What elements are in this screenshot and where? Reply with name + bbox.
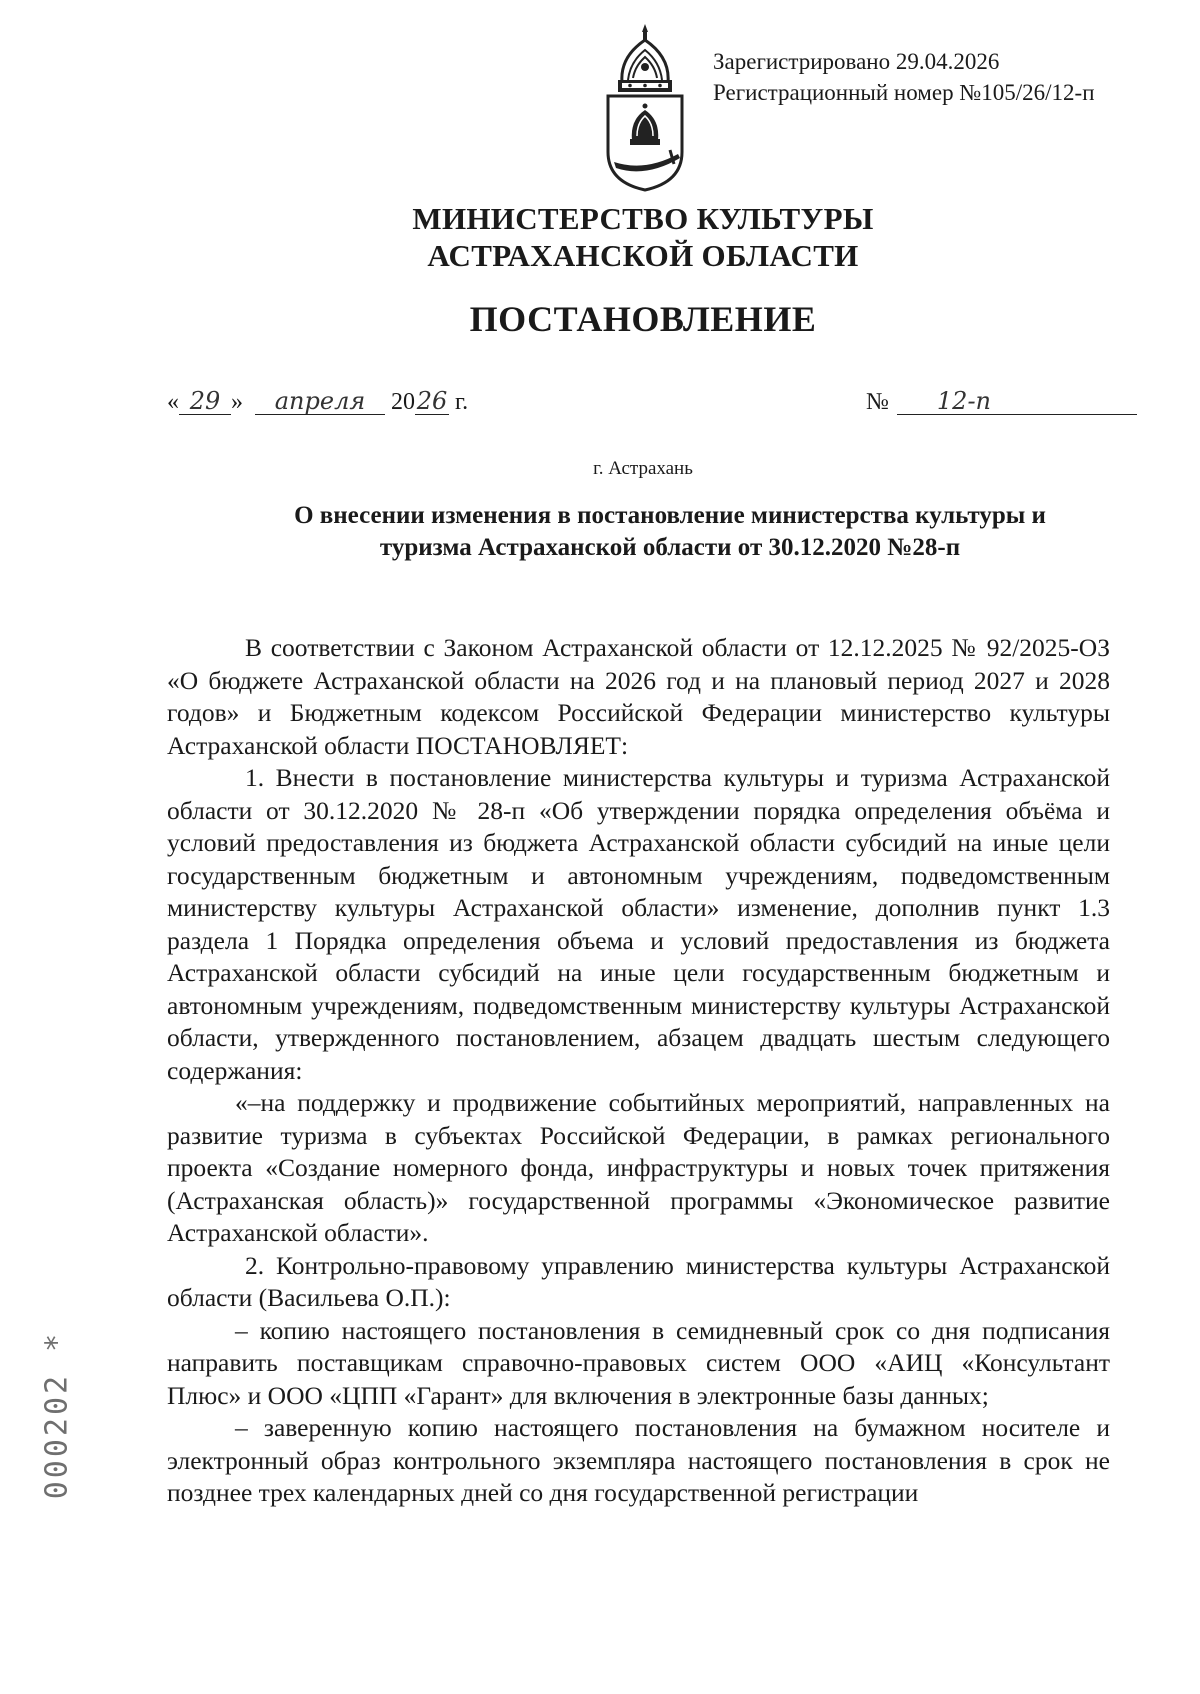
margin-serial-stamp (40, 1330, 74, 1500)
registration-date: Зарегистрировано 29.04.2026 (713, 49, 1000, 74)
handwritten-document-number: 12-п (897, 388, 1137, 415)
registration-info (713, 46, 1095, 108)
date-line (167, 388, 468, 416)
clause-2-item-1: – копию настоящего постановления в семидневный срок со дня подписания направить поставщикам справочно-правовых систем ООО «АИЦ «Консультант Плюс» и ООО «ЦПП «Гарант» для включения в электронные базы данных; (167, 1315, 1110, 1410)
coat-of-arms-icon (600, 22, 690, 192)
subject-line2: туризма Астраханской области от 30.12.2020 №28-п (379, 534, 961, 561)
document-subject (210, 500, 1130, 564)
document-number-line (866, 388, 1137, 416)
document-body (167, 632, 1110, 1510)
clause-1-paragraph: 1. Внести в постановление министерства культуры и туризма Астраханской области от 30.12.2020 № 28-п «Об утверждении порядка определения объёма и условий предоставления из бюджета Астраханской области субсидий на иные цели государственным бюджетным и автономным учреждениям, подведомственным министерству культуры Астраханской области» изменение, дополнив пункт 1.3 раздела 1 Порядка определения объема и условий предоставления из бюджета Астраханской области субсидий на иные цели государственным бюджетным и автономным учреждениям, подведомственным министерству культуры Астраханской области, утвержденного постановлением, абзацем двадцать шестым следующего содержания: (167, 763, 1110, 1085)
year-unit: г. (455, 389, 469, 415)
clause-2-paragraph: 2. Контрольно-правовому управлению министерства культуры Астраханской области (Васильева О.П.): (167, 1250, 1110, 1312)
preamble-paragraph: В соответствии с Законом Астраханской области от 12.12.2025 № 92/2025-ОЗ «О бюджете Астраханской области на 2026 год и на плановый период 2027 и 2028 годов» и Бюджетным кодексом Российской Федерации министерство культуры Астраханской области ПОСТАНОВЛЯЕТ: (167, 633, 1110, 760)
ministry-name-line2: АСТРАХАНСКОЙ ОБЛАСТИ (427, 238, 859, 273)
registration-number: Регистрационный номер №105/26/12-п (713, 80, 1095, 105)
handwritten-year: 26 (416, 387, 448, 415)
handwritten-day: 29 (179, 388, 231, 415)
handwritten-month: апреля (255, 388, 385, 415)
subject-line1: О внесении изменения в постановление министерства культуры и (294, 502, 1046, 529)
ministry-name-line1: МИНИСТЕРСТВО КУЛЬТУРЫ (412, 201, 874, 236)
number-label: № (866, 389, 889, 415)
clause-2-item-2: – заверенную копию настоящего постановления на бумажном носителе и электронный образ контрольного экземпляра настоящего постановления в срок не позднее трех календарных дней со дня государственной регистрации (167, 1413, 1110, 1507)
date-quote-open: « (167, 389, 179, 415)
quoted-amendment-paragraph: «–на поддержку и продвижение событийных мероприятий, направленных на развитие туризма в субъектах Российской Федерации, в рамках регионального проекта «Создание номерного фонда, инфраструктуры и новых точек притяжения (Астраханская область)» государственной программы «Экономическое развитие Астраханской области». (167, 1088, 1110, 1247)
ministry-name (0, 200, 1200, 274)
margin-serial-text: 000202 * (39, 1330, 75, 1500)
date-quote-close: » (231, 389, 243, 415)
document-type: ПОСТАНОВЛЕНИЕ (469, 299, 817, 339)
year-prefix: 20 (391, 389, 415, 415)
city: г. Астрахань (593, 458, 693, 479)
